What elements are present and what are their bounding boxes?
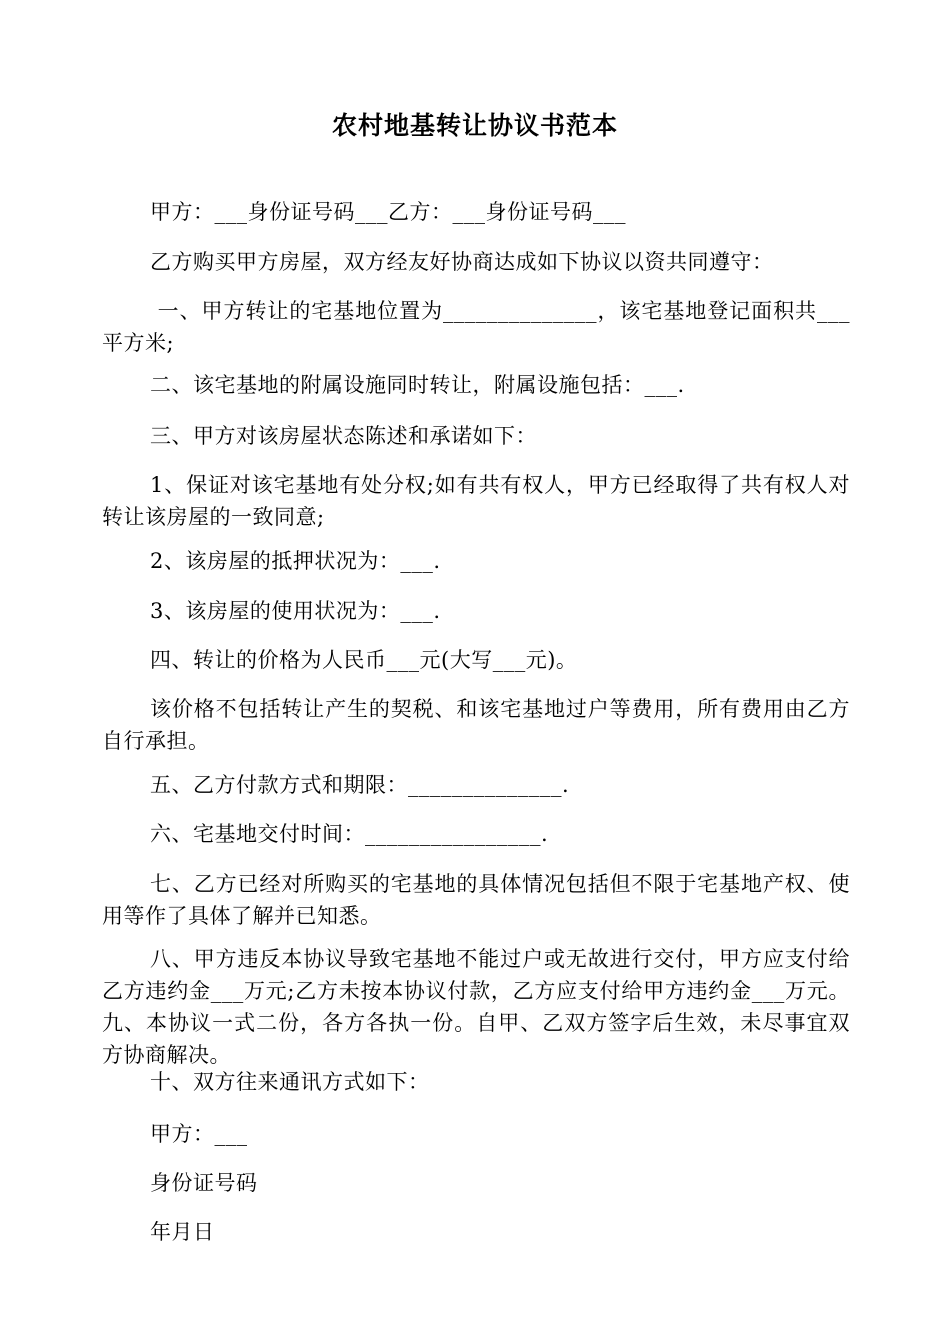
paragraph-parties: 甲方：___身份证号码___乙方：___身份证号码___	[150, 200, 626, 224]
paragraph-date: 年月日	[150, 1220, 215, 1244]
document-title: 农村地基转让协议书范本	[331, 111, 618, 140]
paragraph-item-2: 2、该房屋的抵押状况为：___.	[150, 549, 441, 573]
paragraph-clause-5: 五、乙方付款方式和期限：______________.	[150, 773, 570, 797]
paragraph-id-number: 身份证号码	[150, 1171, 258, 1195]
paragraph-party-a: 甲方：___	[150, 1122, 248, 1146]
paragraph-clause-7: 七、乙方已经对所购买的宅基地的具体情况包括但不限于宅基地产权、使用等作了具体了解并已知悉。	[102, 872, 850, 928]
paragraph-clause-2: 二、该宅基地的附属设施同时转让，附属设施包括：___.	[150, 373, 685, 397]
paragraph-clause-6: 六、宅基地交付时间：________________.	[150, 822, 549, 846]
paragraph-clause-4: 四、转让的价格为人民币___元(大写___元)。	[150, 648, 578, 672]
paragraph-clause-1: 一、甲方转让的宅基地位置为______________，该宅基地登记面积共___平方米;	[102, 299, 850, 355]
paragraph-price-note: 该价格不包括转让产生的契税、和该宅基地过户等费用，所有费用由乙方自行承担。	[102, 697, 850, 753]
paragraph-clause-8-9: 八、甲方违反本协议导致宅基地不能过户或无故进行交付，甲方应支付给乙方违约金___万元;乙方未按本协议付款，乙方应支付给甲方违约金___万元。九、本协议一式二份，各方各执一份。自甲、乙双方签字后生效，未尽事宜双方协商解决。	[102, 947, 850, 1067]
paragraph-clause-10: 十、双方往来通讯方式如下：	[150, 1070, 430, 1094]
paragraph-item-3: 3、该房屋的使用状况为：___.	[150, 599, 441, 623]
paragraph-item-1: 1、保证对该宅基地有处分权;如有共有权人，甲方已经取得了共有权人对转让该房屋的一致同意;	[102, 473, 850, 529]
paragraph-clause-3: 三、甲方对该房屋状态陈述和承诺如下：	[150, 424, 537, 448]
paragraph-intro: 乙方购买甲方房屋，双方经友好协商达成如下协议以资共同遵守：	[150, 250, 774, 274]
